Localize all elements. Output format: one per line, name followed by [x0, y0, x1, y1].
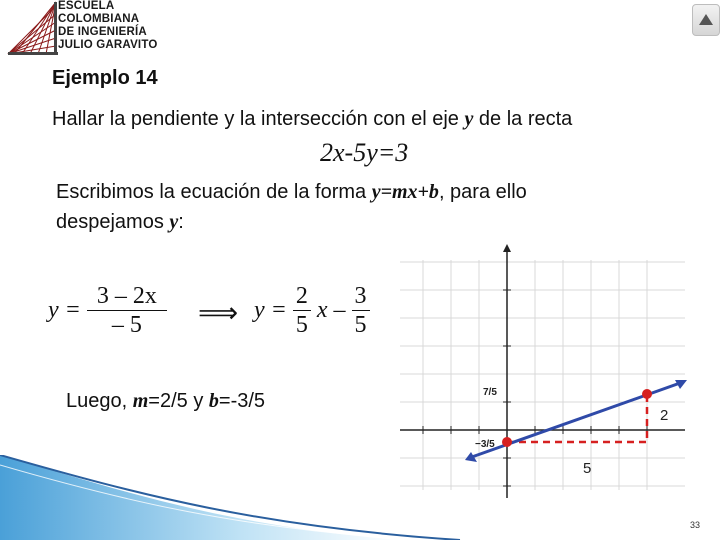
logo-text: ESCUELA COLOMBIANA DE INGENIERÍA JULIO GARAVITO — [58, 0, 158, 51]
page-number: 33 — [690, 520, 701, 530]
intro-text: Hallar la pendiente y la intersección con el eje y de la recta — [52, 108, 573, 130]
formula-left: y = $\frac{3 - 2x}{- 5}$ — [48, 282, 167, 339]
result-text: Luego, m=2/5 y b=-3/5 — [66, 390, 266, 412]
label-rise: 2 — [660, 407, 669, 424]
decorative-swoosh — [0, 455, 720, 540]
label-y-bottom: −3/5 — [475, 439, 495, 450]
slide-nav-button[interactable] — [692, 4, 720, 36]
second-point — [642, 389, 652, 399]
label-run: 5 — [583, 460, 592, 477]
slide-title: Ejemplo 14 — [52, 67, 158, 89]
step-text-line2: despejamos y: — [56, 211, 184, 233]
y-axis-arrow-icon — [503, 244, 511, 252]
implies-arrow: ⟹ — [198, 298, 239, 329]
main-equation: 2x-5y=3 — [320, 138, 409, 167]
arrow-up-icon — [693, 5, 719, 35]
label-y-top: 7/5 — [483, 387, 497, 398]
formula-right: y = $\frac{2}{5}$ x – $\frac{3}{5}$ — [254, 282, 370, 339]
y-intercept-point — [502, 437, 512, 447]
step-text-line1: Escribimos la ecuación de la forma y=mx+b, para ello — [56, 181, 527, 203]
